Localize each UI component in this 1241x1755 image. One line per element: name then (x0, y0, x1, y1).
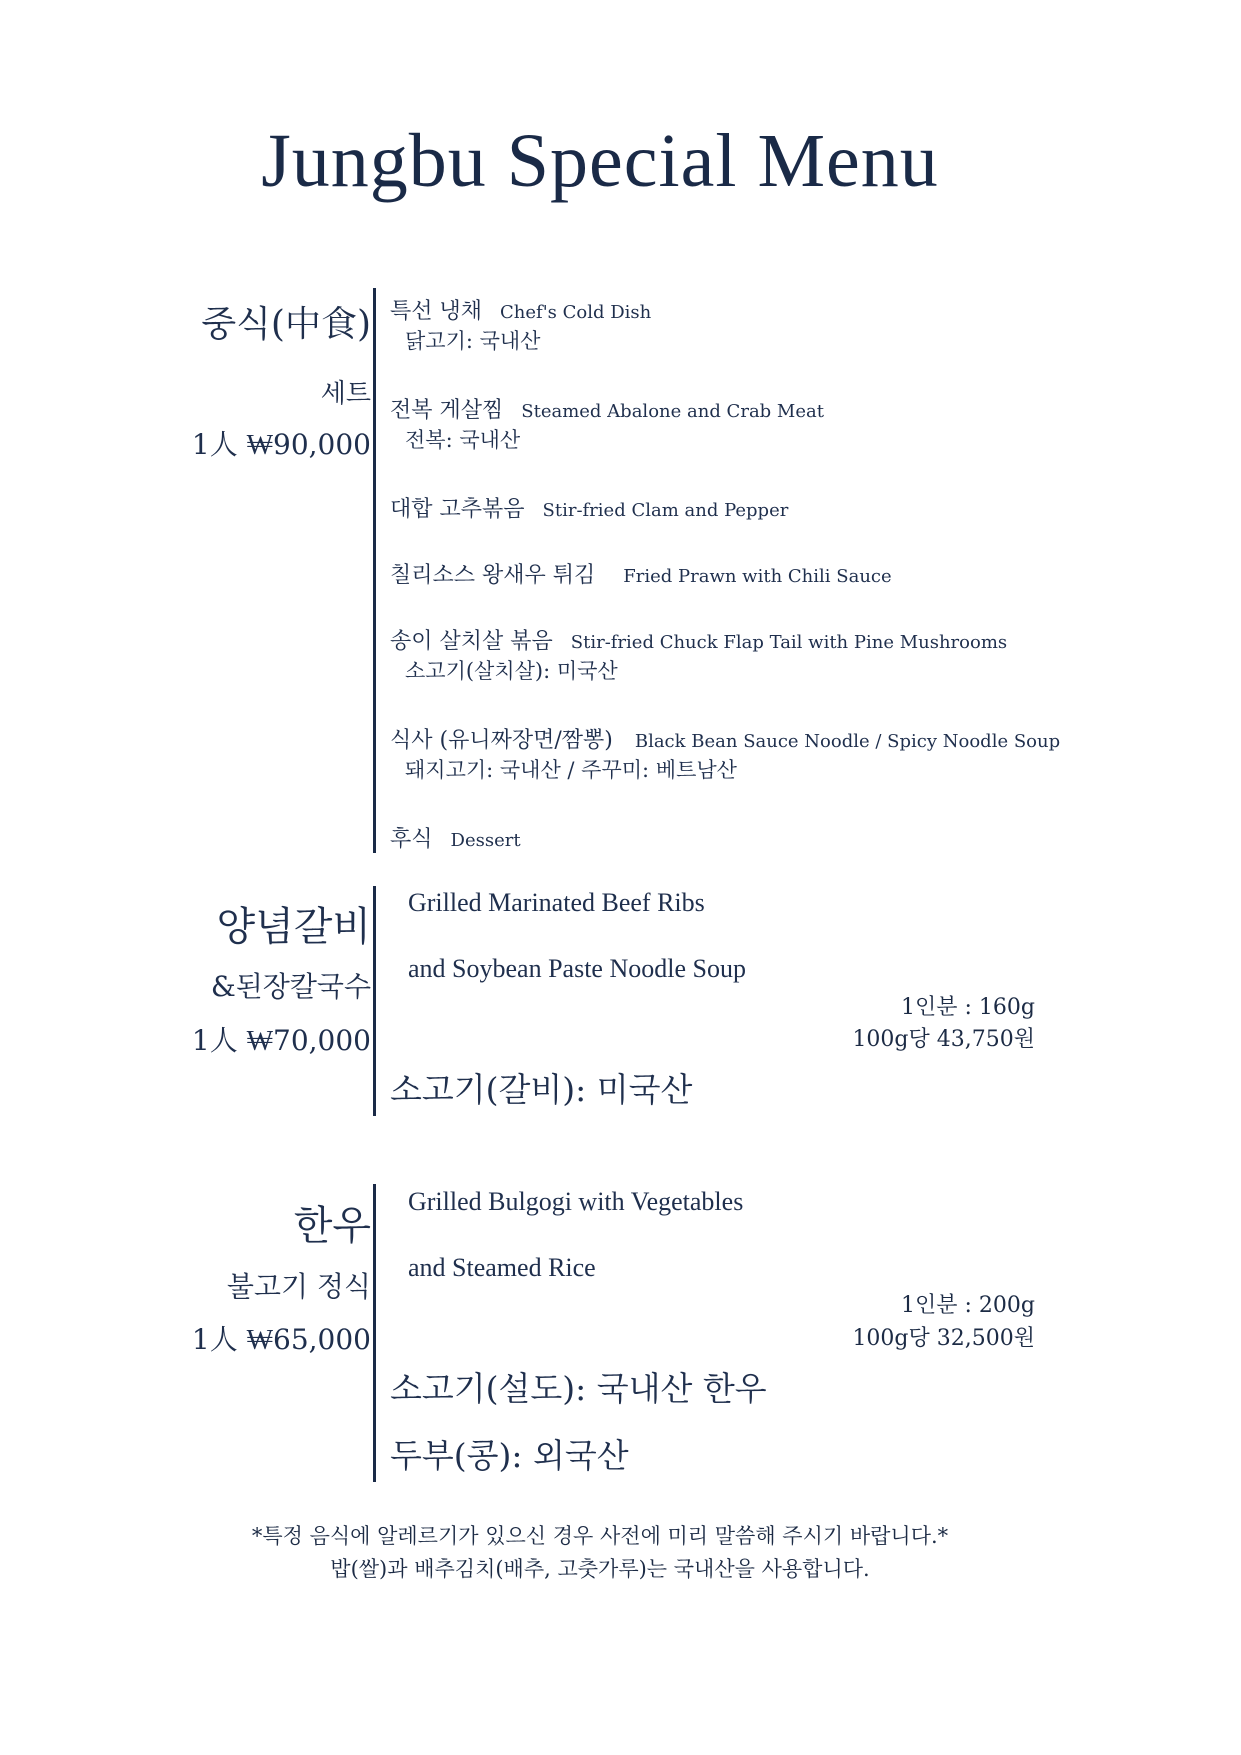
item-origin: 전복: 국내산 (405, 428, 521, 452)
item-en: Chef's Cold Dish (500, 302, 652, 323)
item-ko: 특선 냉채 (390, 299, 483, 324)
divider-line (373, 1184, 376, 1482)
portion-size: 1인분 : 200g (901, 1293, 1035, 1318)
item-ko: 칠리소스 왕새우 튀김 (390, 563, 596, 588)
item-en: Fried Prawn with Chili Sauce (623, 566, 892, 587)
menu-item (390, 558, 892, 589)
section-name: 중식(中食) (201, 304, 371, 345)
item-en: Dessert (450, 830, 521, 851)
item-ko: 전복 게살찜 (390, 398, 504, 423)
section-price: 1人 ₩90,000 (191, 428, 371, 461)
item-en: Stir-fried Clam and Pepper (542, 500, 789, 521)
item-origin: 닭고기: 국내산 (405, 329, 541, 353)
origin-label: 소고기(갈비): 미국산 (390, 1070, 693, 1109)
dish-desc: and Soybean Paste Noodle Soup (408, 954, 746, 983)
dish-desc: and Steamed Rice (408, 1253, 596, 1282)
item-en: Steamed Abalone and Crab Meat (521, 401, 824, 422)
menu-item (390, 393, 824, 424)
price-per-100g: 100g당 32,500원 (852, 1326, 1035, 1351)
dish-desc: Grilled Bulgogi with Vegetables (408, 1187, 744, 1216)
section-sub: 세트 (320, 379, 371, 409)
page-title: Jungbu Special Menu (261, 119, 939, 203)
item-en: Black Bean Sauce Noodle / Spicy Noodle Soup (634, 731, 1061, 752)
price-per-100g: 100g당 43,750원 (852, 1027, 1035, 1052)
menu-item (390, 492, 788, 523)
item-ko: 대합 고추볶음 (390, 497, 525, 522)
section-name: 한우 (293, 1203, 371, 1249)
item-origin: 돼지고기: 국내산 / 주꾸미: 베트남산 (405, 758, 737, 782)
origin-label: 두부(콩): 외국산 (390, 1436, 629, 1475)
origin-label: 소고기(설도): 국내산 한우 (390, 1369, 767, 1408)
divider-line (373, 288, 376, 853)
item-origin: 소고기(살치살): 미국산 (405, 659, 618, 683)
divider-line (373, 886, 376, 1116)
menu-item (390, 723, 1060, 754)
section-sub: &된장칼국수 (210, 970, 371, 1003)
allergy-notice: *특정 음식에 알레르기가 있으신 경우 사전에 미리 말씀해 주시기 바랍니다.* (251, 1524, 949, 1548)
item-ko: 식사 (유니짜장면/짬뽕) (390, 728, 613, 753)
portion-size: 1인분 : 160g (901, 995, 1035, 1020)
origin-notice: 밥(쌀)과 배추김치(배추, 고춧가루)는 국내산을 사용합니다. (330, 1557, 870, 1581)
menu-item (390, 294, 651, 325)
section-price: 1人 ₩65,000 (191, 1323, 371, 1356)
dish-desc: Grilled Marinated Beef Ribs (408, 888, 705, 917)
menu-item (390, 822, 521, 853)
item-ko: 후식 (390, 827, 433, 852)
item-en: Stir-fried Chuck Flap Tail with Pine Mushrooms (570, 632, 1008, 653)
menu-item (390, 624, 1007, 655)
section-price: 1人 ₩70,000 (191, 1024, 371, 1057)
item-ko: 송이 살치살 볶음 (390, 629, 553, 654)
section-sub: 불고기 정식 (226, 1270, 371, 1303)
section-name: 양념갈비 (216, 904, 371, 950)
